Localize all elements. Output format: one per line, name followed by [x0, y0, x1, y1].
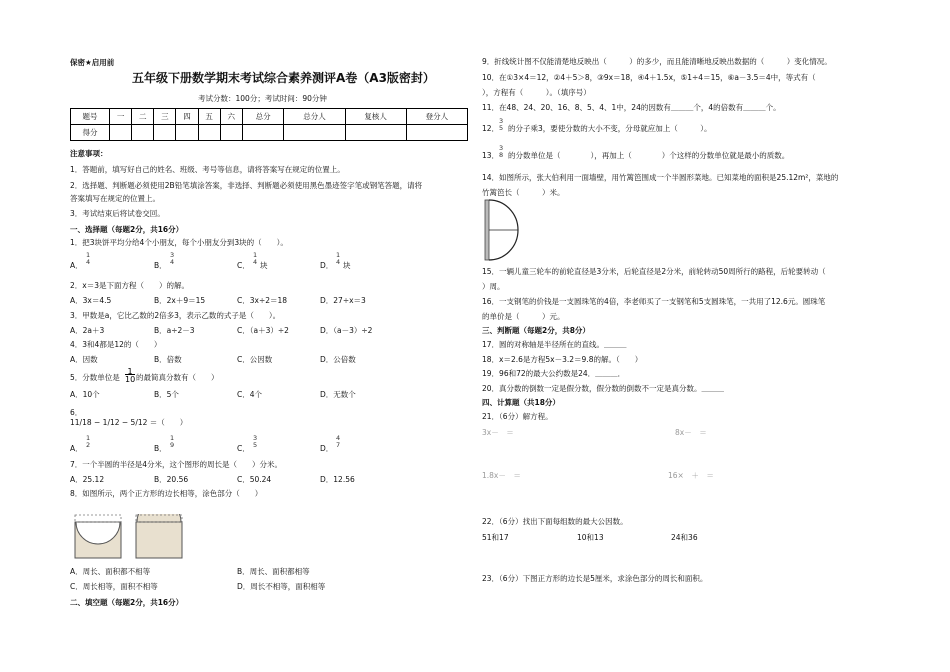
score-cell: 五 [198, 109, 220, 125]
note-2: 2．选择题、判断题必须使用2B铅笔填涂答案，非选择、判断题必须使用黑色墨迹签字笔或钢笔答题，请将 [70, 181, 423, 190]
score-input[interactable] [406, 125, 467, 141]
notes-heading: 注意事项： [70, 149, 108, 158]
q1-fraction-a: 1 4 [86, 251, 91, 266]
q1-suffix-c: 块 [260, 261, 268, 270]
score-cell: 题号 [71, 109, 110, 125]
score-cell: 一 [110, 109, 132, 125]
q6-option-c[interactable]: C． [237, 444, 250, 453]
score-cell: 总分人 [284, 109, 345, 125]
question-4: 4．3和4都是12的（ ） [70, 340, 162, 349]
question-17: 17．圆的对称轴是半径所在的直线。＿＿＿ [482, 340, 627, 349]
score-input[interactable] [220, 125, 242, 141]
score-input[interactable] [154, 125, 176, 141]
q6-option-d[interactable]: D． [320, 444, 334, 453]
q4-option-b[interactable]: B．倍数 [154, 355, 182, 364]
question-8: 8．如图所示，两个正方形的边长相等，涂色部分（ ） [70, 489, 263, 498]
question-15: 15．一辆儿童三轮车的前轮直径是3分米，后轮直径是2分米，前轮转动50周所行的路程，后轮要转动（ [482, 267, 826, 276]
score-input[interactable] [110, 125, 132, 141]
q12-fraction: 3 5 [499, 117, 504, 132]
score-cell: 得分 [71, 125, 110, 141]
q13-fraction: 3 8 [499, 144, 504, 159]
q4-option-a[interactable]: A．因数 [70, 355, 98, 364]
score-input[interactable] [176, 125, 198, 141]
wall [485, 200, 489, 260]
q22-item-1: 51和17 [482, 533, 509, 542]
q8-option-b[interactable]: B．周长、面积都相等 [237, 567, 310, 576]
question-18: 18．x＝2.6是方程5x－3.2＝9.8的解。（ ） [482, 355, 643, 364]
q5-option-b[interactable]: B．5个 [154, 390, 179, 399]
question-23: 23．（6分）下图正方形的边长是5厘米，求涂色部分的周长和面积。 [482, 574, 708, 583]
q5-option-d[interactable]: D．无数个 [320, 390, 356, 399]
question-19: 19．96和72的最大公约数是24．＿＿＿． [482, 369, 626, 378]
q6-fraction-b: 1 9 [170, 434, 175, 449]
score-cell: 六 [220, 109, 242, 125]
equation-4: 16× ＋ ＝ [668, 471, 714, 480]
score-cell: 登分人 [406, 109, 467, 125]
q8-left-square [75, 515, 121, 558]
question-1: 1．把3块饼平均分给4个小朋友，每个小朋友分到3块的（ ）。 [70, 238, 288, 247]
q3-option-a[interactable]: A．2a＋3 [70, 326, 105, 335]
score-input[interactable] [345, 125, 406, 141]
q6-fraction-d: 4 7 [336, 434, 341, 449]
section-4-heading: 四、计算题（共18分） [482, 398, 560, 407]
q3-option-d[interactable]: D．（a－3）÷2 [320, 326, 373, 335]
score-cell: 三 [154, 109, 176, 125]
question-7: 7．一个半圆的半径是4分米，这个图形的周长是（ ）分米。 [70, 460, 283, 469]
q1-fraction-b: 3 4 [170, 251, 175, 266]
q2-option-a[interactable]: A．3x＝4.5 [70, 296, 112, 305]
q1-option-d[interactable]: D． [320, 261, 334, 270]
q6-option-a[interactable]: A． [70, 444, 83, 453]
q1-suffix-d: 块 [343, 261, 351, 270]
equation-2: 8x－ ＝ [675, 428, 707, 437]
score-cell: 总分 [242, 109, 284, 125]
q2-option-b[interactable]: B．2x＋9＝15 [154, 296, 206, 305]
question-13-suffix: 的分数单位是（ ），再加上（ ）个这样的分数单位就是最小的质数。 [508, 151, 790, 160]
question-10: 10．在①3×4＝12，②4＋5＞8，③9x＝18，④4＋1.5x，⑤1÷4＝15，⑥a－3.5＝4中，等式有（ [482, 73, 816, 82]
q2-option-d[interactable]: D．27÷x＝3 [320, 296, 366, 305]
section-3-heading: 三、判断题（每题2分，共8分） [482, 326, 590, 335]
question-10-cont: ），方程有（ ）。（填序号） [482, 88, 591, 97]
question-15-cont: ）周。 [482, 282, 505, 291]
question-14-cont: 竹篱笆长（ ）米。 [482, 188, 565, 197]
question-5-suffix: 的最简真分数有（ ） [136, 373, 219, 382]
q1-fraction-d: 1 4 [336, 251, 341, 266]
q6-fraction-a: 1 2 [86, 434, 91, 449]
q7-option-c[interactable]: C．50.24 [237, 475, 272, 484]
equation-1: 3x－ ＝ [482, 428, 514, 437]
q8-option-c[interactable]: C．周长相等，面积不相等 [70, 582, 158, 591]
exam-info: 考试分数：100分；考试时间：90分钟 [198, 94, 327, 103]
score-value-row [71, 125, 468, 141]
q1-option-a[interactable]: A． [70, 261, 83, 270]
score-input[interactable] [198, 125, 220, 141]
score-input[interactable] [132, 125, 154, 141]
q4-option-d[interactable]: D．公倍数 [320, 355, 356, 364]
question-5-prefix: 5．分数单位是 [70, 373, 120, 382]
q2-option-c[interactable]: C．3x÷2＝18 [237, 296, 288, 305]
score-cell: 四 [176, 109, 198, 125]
question-20: 20．真分数的倒数一定是假分数，假分数的倒数不一定是真分数。＿＿＿ [482, 384, 725, 393]
question-16-cont: 的单价是（ ）元。 [482, 312, 565, 321]
question-3: 3．甲数是a，它比乙数的2倍多3，表示乙数的式子是（ ）。 [70, 311, 281, 320]
question-22: 22．（6分）找出下面每组数的最大公因数。 [482, 517, 628, 526]
question-13-prefix: 13． [482, 151, 500, 160]
question-16: 16．一支钢笔的价钱是一支圆珠笔的4倍，李老师买了一支钢笔和5支圆珠笔，一共用了12.6元。圆珠笔 [482, 297, 826, 306]
score-input[interactable] [242, 125, 284, 141]
q7-option-b[interactable]: B．20.56 [154, 475, 189, 484]
question-14: 14．如图所示，张大伯利用一面墙壁，用竹篱笆围成一个半圆形菜地。已知菜地的面积是25.12m²，菜地的 [482, 173, 839, 182]
q6-fraction-c: 3 5 [253, 434, 258, 449]
page-title: 五年级下册数学期末考试综合素养测评A卷（A3版密封） [132, 71, 435, 85]
q6-option-b[interactable]: B． [154, 444, 167, 453]
q8-right-square [136, 514, 182, 558]
score-cell: 二 [132, 109, 154, 125]
q8-option-d[interactable]: D．周长不相等，面积相等 [237, 582, 326, 591]
q14-semicircle-figure [482, 198, 522, 262]
question-6-expression: 11/18 − 1/12 − 5/12 ＝（ ） [70, 418, 188, 427]
q5-fraction: $\frac{1}{10}$ [125, 367, 136, 384]
q8-squares-figure [74, 514, 194, 560]
score-cell: 复核人 [345, 109, 406, 125]
q5-option-a[interactable]: A．10个 [70, 390, 100, 399]
question-12-prefix: 12． [482, 124, 500, 133]
question-9: 9．折线统计图不仅能清楚地反映出（ ）的多少，而且能清晰地反映出数据的（ ）变化情况。 [482, 57, 832, 66]
note-3: 3．考试结束后将试卷交回。 [70, 209, 165, 218]
question-6-number: 6． [70, 408, 83, 417]
q7-option-d[interactable]: D．12.56 [320, 475, 355, 484]
question-12-suffix: 的分子乘3，要使分数的大小不变，分母就应加上（ ）。 [508, 124, 712, 133]
question-11: 11．在48、24、20、16、8、5、4、1中，24的因数有＿＿＿个，4的倍数有＿＿＿个。 [482, 103, 781, 112]
q22-item-2: 10和13 [577, 533, 604, 542]
q22-item-3: 24和36 [671, 533, 698, 542]
score-table [70, 108, 468, 141]
q1-option-c[interactable]: C． [237, 261, 250, 270]
q3-option-c[interactable]: C．（a＋3）÷2 [237, 326, 289, 335]
score-input[interactable] [284, 125, 345, 141]
question-21: 21．（6分）解方程。 [482, 412, 553, 421]
q3-option-b[interactable]: B．a÷2－3 [154, 326, 195, 335]
question-2: 2．x＝3是下面方程（ ）的解。 [70, 281, 189, 290]
section-1-heading: 一、选择题（每题2分，共16分） [70, 225, 184, 234]
section-2-heading: 二、填空题（每题2分，共16分） [70, 598, 184, 607]
q5-option-c[interactable]: C．4个 [237, 390, 263, 399]
secret-label: 保密★启用前 [70, 58, 115, 67]
q7-option-a[interactable]: A．25.12 [70, 475, 105, 484]
equation-3: 1.8x－ ＝ [482, 471, 521, 480]
score-header-row [71, 109, 468, 125]
q1-fraction-c: 1 4 [253, 251, 258, 266]
q8-option-a[interactable]: A．周长、面积都不相等 [70, 567, 151, 576]
q4-option-c[interactable]: C．公因数 [237, 355, 273, 364]
note-1: 1．答题前，填写好自己的姓名、班级、考号等信息，请将答案写在规定的位置上。 [70, 165, 345, 174]
q1-option-b[interactable]: B． [154, 261, 167, 270]
note-2-cont: 答案填写在规定的位置上。 [70, 194, 160, 203]
